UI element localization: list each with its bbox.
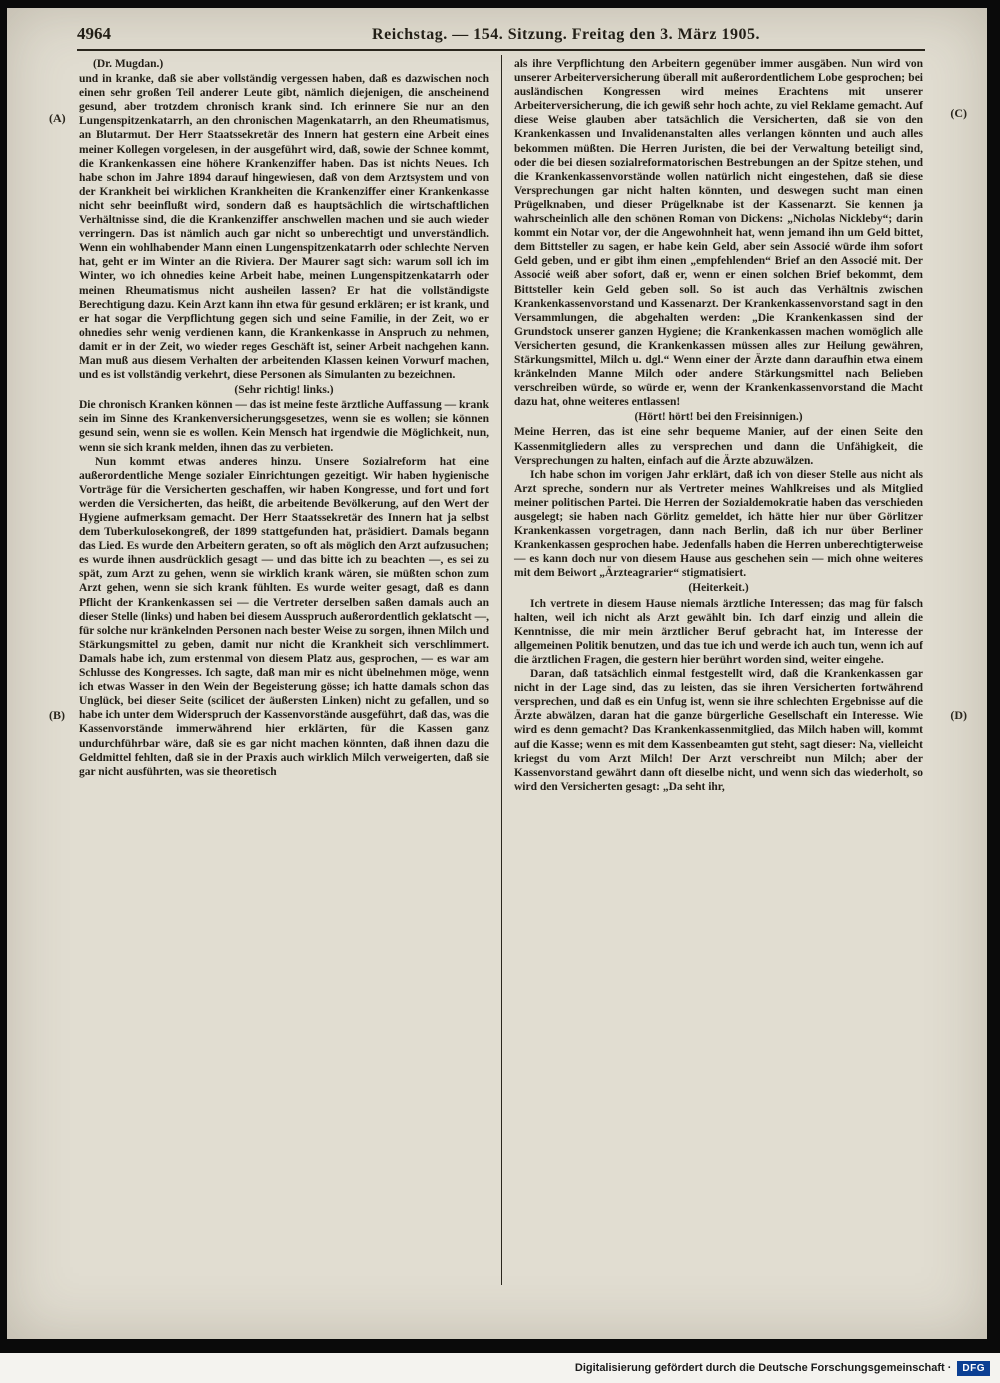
paragraph: Daran, daß tatsächlich einmal festgestellt wird, daß die Krankenkassen gar nicht in der Lage sind, das zu leisten, das sie ihren Versicherten fortwährend versprechen, und daß es ein Unfug ist, wenn sie ihre schlechten Ergebnisse auf die Ärzte abwälzen, daran hat die ganze bürgerliche Gesellschaft ein Interesse. Wie wird es denn gemacht? Das Krankenkassenmitglied, das Milch haben will, kommt auf die Kasse; wenn es mit dem Kassenbeamten gut steht, sagt dieser: Na, vielleicht kriegst du vom Arzt Milch! Der Arzt verschreibt nun Milch; aber der Kassenvorstand gewährt dann oft dieselbe nicht, und wenn sich das wiederholt, so wird den Versicherten gesagt: „Da seht ihr, [514, 668, 923, 793]
digitization-footer [0, 1353, 1000, 1383]
text-columns [77, 55, 925, 1285]
stage-direction: (Heiterkeit.) [688, 582, 749, 595]
paragraph: Ich vertrete in diesem Hause niemals ärztliche Interessen; das mag für falsch halten, weil ich nicht als Arzt gewählt bin. Ich darf einzig und allein die Kenntnisse, die mir mein ärztlicher Beruf gebracht hat, im Interesse der allgemeinen Politik benutzen, und das tue ich und werde ich auch tun, wenn ich auf die ärztlichen Fragen, die gestern hier berührt worden sind, weiter eingehe. [514, 597, 923, 666]
page-number: 4964 [77, 24, 111, 43]
paragraph: Nun kommt etwas anderes hinzu. Unsere Sozialreform hat eine außerordentliche Menge sozialer Einrichtungen gezeitigt. Wir haben hygienische Vorträge für die Versicherten geschaffen, wir haben Kongresse, und fort und fort werden die Versicherten, das heißt, die arbeitende Bevölkerung, auf den Wert der Hygiene aufmerksam gemacht. Der Herr Staatssekretär des Innern hat ja selbst dem Tuberkulosekongreß, der 1899 stattgefunden hat, präsidiert. Damals begann das Lied. Es wurde den Arbeitern geraten, so oft als möglich den Arzt aufzusuchen; es wurde ihnen ausdrücklich gesagt — und das bitte ich zu beachten —, es sei zu spät, zum Arzt zu gehen, wenn sie wirklich krank wären, sie müßten schon zum Arzt gehen, wenn sie sich krank fühlten. Es wurde weiter gesagt, daß es dann Pflicht der Krankenkassen sei — die Vertreter derselben saßen damals auch an dieser Stelle (links) und haben bei diesem Ausspruch außerordentlich geklatscht —, für solche nur kränkelnden Personen nach bester Weise zu sorgen, ihnen Milch und Stärkungsmittel zu geben, damit nur nicht die Krankheit sich verschlimmert. Damals habe ich, zum erstenmal von diesem Platz aus, gesprochen, — es war am Schlusse des Kongresses. Ich sagte, daß man mir es nicht übelnehmen möge, wenn ich etwas Wasser in den Wein der Begeisterung gösse; ich hatte damals schon das Unglück, bei dieser Seite (scilicet der äußersten Linken) nicht zu gefallen, und so habe ich unter dem Widerspruch der Kassenvorstände ausgeführt, daß das, was die Kassenvorstände immerwährend hier erklärten, für die Kassen ganz undurchführbar wäre, daß sie es gar nicht machen könnten, daß ihnen dazu die Geldmittel fehlten, daß sie in der Praxis auch wirklich Milch verweigerten, daß sie gar nicht ausführten, was sie theoretisch [79, 455, 489, 778]
header-rule [77, 49, 925, 51]
left-column [77, 55, 501, 1285]
margin-marker-c: (C) [950, 106, 967, 120]
margin-marker-a: (A) [49, 111, 66, 125]
paragraph: Ich habe schon im vorigen Jahr erklärt, daß ich von dieser Stelle aus nicht als Arzt spreche, sondern nur als Vertreter meines Wahlkreises und als Mitglied meiner politischen Partei. Die Herren der Sozialdemokratie haben das verschieden ausgelegt; sie haben nach Görlitz gemeldet, ich hätte hier nur über Görlitzer Krankenkassen vorgetragen, dann nach Berlin, daß ich nur über Berliner Krankenkassen gesprochen habe. Jedenfalls haben die Herren unberechtigterweise — es kann doch nur von diesem Hause aus geschehen sein — mich ohne weiteres mit dem Beiwort „Ärzteagrarier“ stigmatisiert. [514, 468, 923, 580]
scanned-page [7, 8, 987, 1339]
stage-direction: (Hört! hört! bei den Freisinnigen.) [634, 411, 803, 424]
digitization-credit: Digitalisierung gefördert durch die Deutsche Forschungsgemeinschaft · [574, 1362, 952, 1374]
paragraph: als ihre Verpflichtung den Arbeitern gegenüber immer ausgäben. Nun wird von unserer Arbeiterversicherung überall mit außerordentlichem Lobe gesprochen; bei ausländischen Kongressen wird meines Erachtens mit unserer Arbeiterversicherung, die ich gewiß sehr hoch achte, zu viel Reklame gemacht. Auf diese Weise glauben aber tatsächlich die Versicherten, daß sie von den Krankenkassen und Invalidenanstalten alles verlangen könnten und auch alles bekommen müßten. Die Herren Juristen, die bei der Verwaltung beteiligt sind, oder die bei diesen sozialreformatorischen Bestrebungen an der Spitze stehen, und die Krankenkassenvorstände wollen natürlich nicht eingestehen, daß sie diese Versprechungen gar nicht halten könnten, und deswegen sucht man einen Prügelknaben, und dieser Prügelknabe ist der Kassenarzt. Sie kennen ja wahrscheinlich alle den schönen Roman von Dickens: „Nicholas Nickleby“; darin kommt ein Notar vor, der die Angewohnheit hat, wenn jemand ihn um Geld bittet, dem Bittsteller zu sagen, er habe kein Geld, aber sein Associé würde ihm sofort Geld geben, und er gibt ihm einen „empfehlenden“ Brief an den Associé mit. Der Associé weiß aber sofort, daß er, wenn er einen solchen Brief bekommt, dem Bittsteller kein Geld geben soll. So ist auch das Verhältnis zwischen Krankenkassenvorstand und Kassenarzt. Der Krankenkassenvorstand sagt in den Versammlungen, die abgehalten werden: „Die Krankenkassen sind der Grundstock unserer ganzen Hygiene; die Krankenkassen machen womöglich alle Versicherten gesund, die Krankenkassen müssen alles zur Heilung gewähren, Stärkungsmittel, Milch u. dgl.“ Wenn einer der Ärzte dann daraufhin etwa einem kränkelnden Manne Milch oder andere Stärkungsmittel nach Belieben verschreiben würde, so würde er, wenn der Krankenkassenvorstand die Macht dazu hat, ohne weiteres entlassen! [514, 58, 923, 409]
margin-marker-b: (B) [49, 708, 65, 722]
paragraph: und in kranke, daß sie aber vollständig vergessen haben, daß es dazwischen noch einen sehr großen Teil anderer Leute gibt, nämlich diejenigen, die anscheinend gesund, aber trotzdem chronisch krank sind. Ich erinnere Sie nur an den Lungenspitzenkatarrh, an den chronischen Magenkatarrh, an den Rheumatismus, an Blutarmut. Der Herr Staatssekretär des Innern hat gestern eine Arbeit eines meiner Kollegen vorgelesen, in der ausgeführt wird, daß, sowie der Schnee kommt, die Krankenkassen eine höhere Krankenziffer haben. Das ist nichts Neues. Ich habe schon im Jahre 1894 darauf hingewiesen, daß von dem Arztsystem und von der Krankheit bei wirklichen Krankheiten die Krankenziffer einer Krankenkasse nicht sehr beeinflußt wird, sondern daß es hauptsächlich die wirtschaftlichen Verhältnisse sind, die die Krankenziffer anschwellen machen und sie auch wieder verringern. Das ist nämlich auch gar nicht so unberechtigt und unverständlich. Wenn ein wohlhabender Mann einen Lungenspitzenkatarrh oder schlechte Nerven hat, geht er im Winter an die Riviera. Der Maurer sagt sich: warum soll ich im Winter, wo ich ohnedies keine Arbeit habe, meinen Lungenspitzenkatarrh oder meinen Rheumatismus nicht ausheilen lassen? Er hat die vollständigste Berechtigung dazu. Kein Arzt kann ihn etwa für gesund erklären; er ist krank, und er hat sogar die Verpflichtung gegen sich und seine Familie, in der Zeit, wo er ohnedies sehr wenig verdienen kann, die Krankenkasse in Anspruch zu nehmen, damit er in der Zeit, wo wieder reges Geschäft ist, seiner Arbeit nachgehen kann. Man muß aus diesem Verhalten der arbeitenden Klassen keinen Vorwurf machen, und es ist vollständig verkehrt, diese Personen als Simulanten zu bezeichnen. [79, 73, 489, 382]
margin-marker-d: (D) [950, 708, 967, 722]
paragraph: Meine Herren, das ist eine sehr bequeme Manier, auf der einen Seite den Kassenmitgliedern alles zu versprechen und dann die Unfähigkeit, die Versprechungen zu halten, einfach auf die Ärzte abzuwälzen. [514, 426, 923, 467]
page-header [77, 20, 925, 49]
speaker-note: (Dr. Mugdan.) [93, 58, 164, 70]
right-column [501, 55, 925, 1285]
dfg-logo: DFG [957, 1361, 990, 1376]
paragraph: Die chronisch Kranken können — das ist meine feste ärztliche Auffassung — krank sein im Sinne des Krankenversicherungsgesetzes, wenn sie es wollen; sie können gesund sein, wenn sie es wollen. Kein Mensch hat irgendwie die Möglichkeit, nun, wenn sie sich krank melden, ihnen das zu verbieten. [79, 399, 489, 454]
stage-direction: (Sehr richtig! links.) [234, 384, 334, 397]
session-title: Reichstag. — 154. Sitzung. Freitag den 3. März 1905. [372, 26, 760, 43]
page-content [7, 8, 987, 1339]
